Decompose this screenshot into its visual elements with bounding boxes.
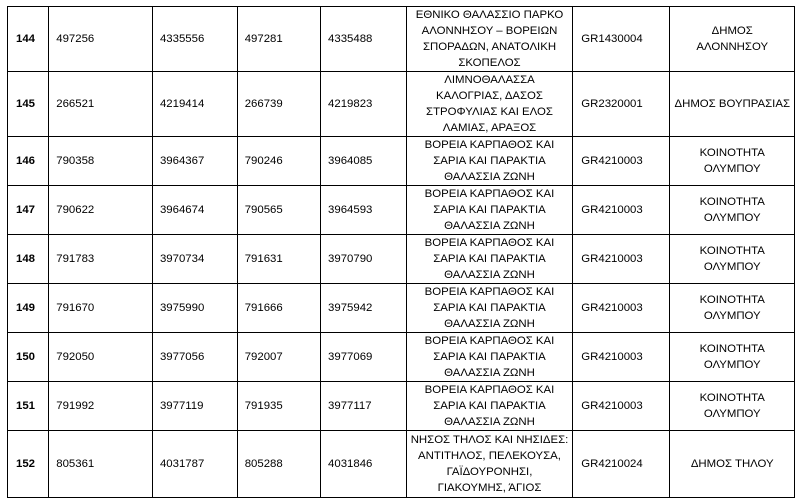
municipality-cell	[670, 7, 795, 72]
table-row	[8, 235, 795, 284]
coord-y1-cell: 3964674	[152, 186, 237, 235]
coord-x2-cell: 791666	[237, 284, 320, 333]
table-row	[8, 137, 795, 186]
row-number: 144	[8, 7, 49, 72]
area-name-cell-line: ΘΑΛΑΣΣΙΑ ΖΩΝΗ	[444, 318, 535, 330]
coord-y2-cell: 3970790	[321, 235, 407, 284]
municipality-cell	[670, 333, 795, 382]
coord-x2-cell: 792007	[237, 333, 320, 382]
table-row	[8, 186, 795, 235]
area-name-cell-line: ΑΛΟΝΝΗΣΟΥ – ΒΟΡΕΙΩΝ	[421, 25, 558, 37]
area-name-cell-line: ΣΑΡΙΑ ΚΑΙ ΠΑΡΑΚΤΙΑ	[433, 302, 546, 314]
area-name-cell-line: ΒΟΡΕΙΑ ΚΑΡΠΑΘΟΣ ΚΑΙ	[424, 139, 555, 151]
municipality-cell-line: ΔΗΜΟΣ ΒΟΥΠΡΑΣΙΑΣ	[674, 98, 790, 110]
area-name-cell	[406, 382, 573, 431]
row-number: 149	[8, 284, 49, 333]
area-name-cell-line: ΕΘΝΙΚΟ ΘΑΛΑΣΣΙΟ ΠΑΡΚΟ	[415, 9, 564, 21]
coord-y1-cell: 4031787	[152, 431, 237, 498]
municipality-cell-line: ΟΛΥΜΠΟΥ	[703, 163, 761, 175]
municipality-cell-line: ΟΛΥΜΠΟΥ	[703, 359, 761, 371]
row-number: 148	[8, 235, 49, 284]
municipality-cell-line: ΚΟΙΝΟΤΗΤΑ	[699, 196, 765, 208]
table-row	[8, 431, 795, 498]
site-code-cell: GR4210024	[573, 431, 670, 498]
row-number: 147	[8, 186, 49, 235]
site-code-cell: GR4210003	[573, 137, 670, 186]
coord-x1-cell: 497256	[49, 7, 153, 72]
area-name-cell-line: ΓΙΑΚΟΥΜΗΣ, ΆΓΙΟΣ	[437, 482, 542, 494]
coord-x1-cell: 791670	[49, 284, 153, 333]
area-name-cell-line: ΘΑΛΑΣΣΙΑ ΖΩΝΗ	[444, 171, 535, 183]
coord-y1-cell: 4335556	[152, 7, 237, 72]
area-name-cell	[406, 284, 573, 333]
coord-x2-cell: 791935	[237, 382, 320, 431]
row-number: 150	[8, 333, 49, 382]
area-name-cell-line: ΣΑΡΙΑ ΚΑΙ ΠΑΡΑΚΤΙΑ	[433, 155, 546, 167]
site-code-cell: GR4210003	[573, 235, 670, 284]
coord-x2-cell: 791631	[237, 235, 320, 284]
coord-y2-cell: 4335488	[321, 7, 407, 72]
coord-y1-cell: 3977056	[152, 333, 237, 382]
coord-y2-cell: 3975942	[321, 284, 407, 333]
area-name-cell	[406, 186, 573, 235]
municipality-cell	[670, 235, 795, 284]
area-name-cell-line: ΒΟΡΕΙΑ ΚΑΡΠΑΘΟΣ ΚΑΙ	[424, 188, 555, 200]
coord-x2-cell: 790246	[237, 137, 320, 186]
site-code-cell: GR1430004	[573, 7, 670, 72]
municipality-cell-line: ΑΛΟΝΝΗΣΟΥ	[696, 41, 769, 53]
site-code-cell: GR4210003	[573, 382, 670, 431]
municipality-cell-line: ΚΟΙΝΟΤΗΤΑ	[699, 392, 765, 404]
area-name-cell-line: ΛΙΜΝΟΘΑΛΑΣΣΑ	[444, 74, 535, 86]
municipality-cell-line: ΚΟΙΝΟΤΗΤΑ	[699, 294, 765, 306]
area-name-cell-line: ΘΑΛΑΣΣΙΑ ΖΩΝΗ	[444, 416, 535, 428]
area-name-cell-line: ΣΑΡΙΑ ΚΑΙ ΠΑΡΑΚΤΙΑ	[433, 400, 546, 412]
table-row	[8, 284, 795, 333]
table-row	[8, 7, 795, 72]
coord-y1-cell: 3970734	[152, 235, 237, 284]
area-name-cell-line: ΣΑΡΙΑ ΚΑΙ ΠΑΡΑΚΤΙΑ	[433, 253, 546, 265]
table-row	[8, 72, 795, 137]
area-name-cell-line: ΘΑΛΑΣΣΙΑ ΖΩΝΗ	[444, 220, 535, 232]
area-name-cell-line: ΓΑΪΔΟΥΡΟΝΗΣΙ,	[446, 466, 533, 478]
coord-x1-cell: 791783	[49, 235, 153, 284]
area-name-cell-line: ΣΑΡΙΑ ΚΑΙ ΠΑΡΑΚΤΙΑ	[433, 204, 546, 216]
area-name-cell-line: ΒΟΡΕΙΑ ΚΑΡΠΑΘΟΣ ΚΑΙ	[424, 384, 555, 396]
coord-x2-cell: 790565	[237, 186, 320, 235]
site-code-cell: GR4210003	[573, 284, 670, 333]
site-code-cell: GR4210003	[573, 186, 670, 235]
sites-table	[7, 6, 795, 498]
coord-x2-cell: 497281	[237, 7, 320, 72]
coord-y2-cell: 3964085	[321, 137, 407, 186]
coord-y2-cell: 3977069	[321, 333, 407, 382]
coord-x1-cell: 790358	[49, 137, 153, 186]
municipality-cell-line: ΟΛΥΜΠΟΥ	[703, 212, 761, 224]
coord-y2-cell: 3977117	[321, 382, 407, 431]
area-name-cell	[406, 431, 573, 498]
area-name-cell	[406, 235, 573, 284]
area-name-cell-line: ΣΠΟΡΑΔΩΝ, ΑΝΑΤΟΛΙΚΗ	[422, 41, 557, 53]
municipality-cell	[670, 137, 795, 186]
coord-y1-cell: 4219414	[152, 72, 237, 137]
area-name-cell-line: ΒΟΡΕΙΑ ΚΑΡΠΑΘΟΣ ΚΑΙ	[424, 286, 555, 298]
coord-y2-cell: 3964593	[321, 186, 407, 235]
site-code-cell: GR2320001	[573, 72, 670, 137]
coord-x1-cell: 790622	[49, 186, 153, 235]
coord-x2-cell: 805288	[237, 431, 320, 498]
municipality-cell-line: ΚΟΙΝΟΤΗΤΑ	[699, 343, 765, 355]
table-row	[8, 382, 795, 431]
coord-x1-cell: 791992	[49, 382, 153, 431]
area-name-cell	[406, 137, 573, 186]
municipality-cell	[670, 72, 795, 137]
area-name-cell-line: ΘΑΛΑΣΣΙΑ ΖΩΝΗ	[444, 367, 535, 379]
municipality-cell	[670, 284, 795, 333]
area-name-cell-line: ΣΤΡΟΦΥΛΙΑΣ ΚΑΙ ΕΛΟΣ	[426, 106, 553, 118]
coord-y1-cell: 3964367	[152, 137, 237, 186]
row-number: 151	[8, 382, 49, 431]
area-name-cell-line: ΝΗΣΟΣ ΤΗΛΟΣ ΚΑΙ ΝΗΣΙΔΕΣ:	[410, 434, 569, 446]
coord-y2-cell: 4031846	[321, 431, 407, 498]
area-name-cell-line: ΛΑΜΙΑΣ, ΑΡΑΞΟΣ	[442, 122, 537, 134]
area-name-cell-line: ΣΚΟΠΕΛΟΣ	[458, 57, 521, 69]
municipality-cell-line: ΟΛΥΜΠΟΥ	[703, 261, 761, 273]
coord-y1-cell: 3975990	[152, 284, 237, 333]
coord-x1-cell: 266521	[49, 72, 153, 137]
row-number: 145	[8, 72, 49, 137]
area-name-cell-line: ΘΑΛΑΣΣΙΑ ΖΩΝΗ	[444, 269, 535, 281]
municipality-cell-line: ΚΟΙΝΟΤΗΤΑ	[699, 245, 765, 257]
area-name-cell	[406, 333, 573, 382]
site-code-cell: GR4210003	[573, 333, 670, 382]
area-name-cell	[406, 7, 573, 72]
coord-x2-cell: 266739	[237, 72, 320, 137]
coord-x1-cell: 792050	[49, 333, 153, 382]
area-name-cell-line: ΒΟΡΕΙΑ ΚΑΡΠΑΘΟΣ ΚΑΙ	[424, 335, 555, 347]
row-number: 146	[8, 137, 49, 186]
coord-y2-cell: 4219823	[321, 72, 407, 137]
municipality-cell-line: ΔΗΜΟΣ ΤΗΛΟΥ	[690, 458, 774, 470]
area-name-cell-line: ΚΑΛΟΓΡΙΑΣ, ΔΑΣΟΣ	[436, 90, 543, 102]
table-row	[8, 333, 795, 382]
table-body	[8, 7, 795, 498]
area-name-cell-line: ΒΟΡΕΙΑ ΚΑΡΠΑΘΟΣ ΚΑΙ	[424, 237, 555, 249]
area-name-cell	[406, 72, 573, 137]
coord-y1-cell: 3977119	[152, 382, 237, 431]
municipality-cell	[670, 186, 795, 235]
area-name-cell-line: ΣΑΡΙΑ ΚΑΙ ΠΑΡΑΚΤΙΑ	[433, 351, 546, 363]
municipality-cell	[670, 431, 795, 498]
area-name-cell-line: ΑΝΤΙΤΗΛΟΣ, ΠΕΛΕΚΟΥΣΑ,	[418, 450, 561, 462]
coord-x1-cell: 805361	[49, 431, 153, 498]
municipality-cell-line: ΔΗΜΟΣ	[711, 25, 753, 37]
municipality-cell-line: ΟΛΥΜΠΟΥ	[703, 408, 761, 420]
municipality-cell	[670, 382, 795, 431]
municipality-cell-line: ΟΛΥΜΠΟΥ	[703, 310, 761, 322]
row-number: 152	[8, 431, 49, 498]
municipality-cell-line: ΚΟΙΝΟΤΗΤΑ	[699, 147, 765, 159]
